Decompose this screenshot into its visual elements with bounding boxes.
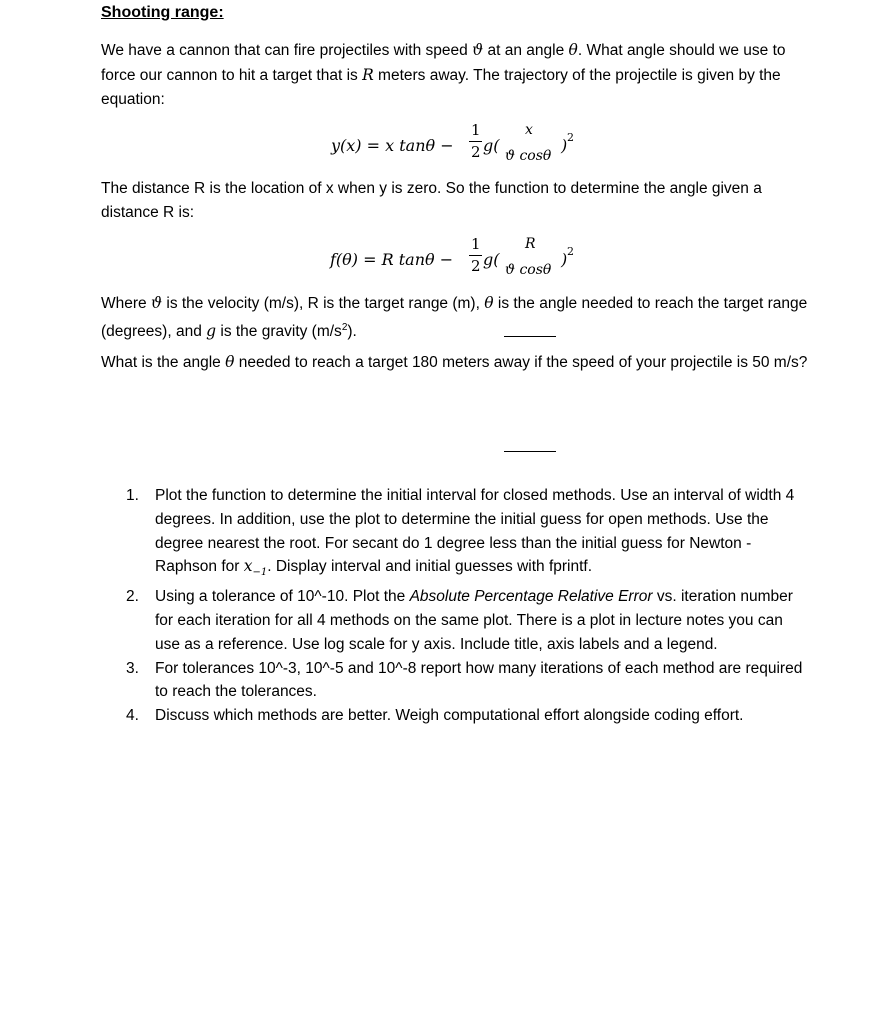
task-text-end: vs. iteration number for each iteration for all 4 methods on the same plot. There is a plot in lecture notes you can use as a reference. Use log scale for y axis. Include title, axis labels and a legend. (155, 588, 793, 653)
intro-paragraph (101, 38, 811, 112)
question-text-2: needed to reach a target 180 meters away if the speed of your projectile is 50 m/s? (234, 354, 808, 371)
where-text-4: is the gravity (m/s (216, 323, 342, 341)
speed-symbol: ϑ (472, 41, 484, 59)
x-subscript: −1 (252, 567, 268, 579)
x-variable: x (243, 557, 253, 576)
task-text: For tolerances 10^-3, 10^-5 and 10^-8 report how many iterations of each method are required to reach the tolerances. (155, 659, 803, 701)
gravity-symbol: g (206, 322, 217, 341)
task-number: 1. (126, 487, 139, 504)
eq2-lhs: f(θ) = R tanθ − (330, 250, 454, 269)
where-paragraph (101, 291, 811, 344)
eq1-half-numerator: 1 (471, 121, 481, 139)
list-item (126, 704, 806, 728)
answer-blank-2 (504, 451, 556, 452)
distance-paragraph: The distance R is the location of x when y is zero. So the function to determine the angle given a distance R is: (101, 180, 762, 221)
theta-symbol: θ (484, 294, 494, 312)
where-text-1: Where (101, 295, 151, 312)
angle-symbol: θ (568, 41, 578, 59)
where-text-2: is the velocity (m/s), R is the target range (m), (162, 295, 485, 312)
section-heading: Shooting range: (101, 4, 224, 21)
eq1-half-denominator: 2 (471, 143, 481, 161)
list-item (126, 585, 806, 656)
question-text-1: What is the angle (101, 354, 226, 371)
eq2-half-numerator: 1 (471, 235, 481, 253)
list-item (126, 657, 806, 705)
eq1-inner-denominator: ϑ cosθ (505, 148, 552, 164)
task-number: 3. (126, 659, 139, 677)
eq2-power: 2 (567, 245, 574, 258)
squared-superscript: 2 (341, 322, 348, 333)
where-text-3: is the angle needed to reach the target range (degrees), and (101, 295, 808, 341)
intro-text-3: . What angle should we use to force our cannon to hit a target that is (101, 42, 786, 84)
eq1-half-bar (469, 141, 482, 142)
task-text: Using a tolerance of 10^-10. Plot the (155, 588, 410, 606)
task-number: 2. (126, 588, 139, 606)
question-paragraph (101, 350, 811, 375)
task-text-end: . Display interval and initial guesses with fprintf. (267, 558, 593, 576)
eq2-inner-denominator: ϑ cosθ (505, 262, 552, 278)
eq2-half-denominator: 2 (471, 257, 481, 275)
eq1-inner-numerator: x (525, 122, 533, 138)
list-item (126, 484, 806, 585)
eq1-g-open: g( (483, 136, 500, 155)
task-text: Discuss which methods are better. Weigh computational effort alongside coding effort. (155, 707, 744, 725)
eq1-power: 2 (567, 131, 574, 144)
emphasized-term: Absolute Percentage Relative Error (409, 588, 653, 606)
velocity-symbol: ϑ (150, 294, 163, 312)
eq2-close: ) (561, 250, 568, 269)
eq2-inner-numerator: R (525, 236, 536, 252)
intro-text-2: at an angle (483, 42, 569, 59)
eq2-half-bar (469, 255, 482, 256)
distance-symbol: R (362, 66, 374, 84)
task-text: Plot the function to determine the initial interval for closed methods. Use an interval of width 4 degrees. In addition, use the plot to determine the initial guess for open methods. Use the degree nearest the root. For secant do 1 degree less than the initial guess for Newton -Raphson for (155, 487, 795, 576)
question-angle-symbol: θ (225, 353, 235, 371)
where-text-5: ). (347, 323, 357, 341)
answer-blank-1 (504, 336, 556, 337)
eq2-g-open: g( (483, 250, 500, 269)
intro-text-1: We have a cannon that can fire projectiles with speed (101, 42, 473, 59)
intro-text-4: meters away. The trajectory of the projectile is given by the equation: (101, 67, 781, 108)
eq1-lhs: y(x) = x tanθ − (331, 136, 454, 155)
task-number: 4. (126, 707, 139, 725)
task-list (126, 484, 806, 728)
eq1-close: ) (561, 136, 568, 155)
